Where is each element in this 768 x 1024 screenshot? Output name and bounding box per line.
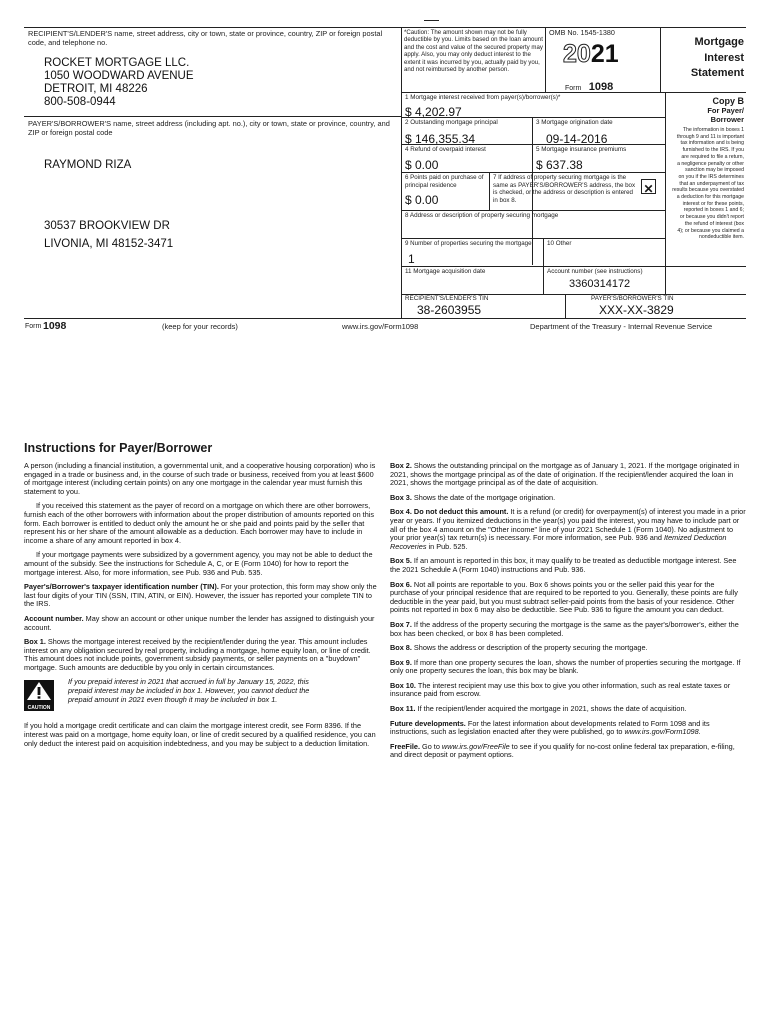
- box6-label: 6 Points paid on purchase of principal residence: [405, 174, 484, 189]
- recipient-phone: 800-508-0944: [44, 96, 116, 108]
- instr-box4-text: It is a refund (or credit) for overpayment(s) of interest you made in a prior year or years. If you itemized deductions in the year(s) you paid the interest, you may have to include part or all of the box 4 amount on the "Other income" line of your 2021 Schedule 1 (Form 1040). No adjustment to your prior year(s) tax return(s) is necessary. For more information, see Pub. 936 and: [390, 507, 746, 543]
- title-line-3: Statement: [690, 67, 744, 79]
- form-bottom-border: [24, 318, 746, 319]
- instr-fd-end: .: [698, 727, 701, 737]
- footer-form-word: Form: [25, 323, 42, 330]
- box7: [493, 174, 638, 204]
- copy-sub-1: For Payer/: [707, 106, 744, 115]
- divider-omb: [660, 27, 661, 92]
- instr-ff-end: to see if you qualify for no-cost online federal tax preparation, e-filing, and direct deposit or payment options.: [390, 741, 735, 760]
- recipient-street: 1050 WOODWARD AVENUE: [44, 70, 194, 82]
- instr-fd-lead: Future developments.: [390, 718, 466, 728]
- caution-text-1: If you prepaid interest in 2021 that accrued in full by January 15, 2022, this prepaid interest may be included in box 1. However, you cannot deduct the prepaid amount in 2021 even though it may be included in box 1.: [68, 677, 310, 704]
- divider-left: [401, 27, 402, 319]
- instr-box7-text: If the address of the property securing the mortgage is the same as the payer's/borrower's, either the box has been checked, or box 8 has been completed.: [390, 619, 739, 638]
- divider-box6-7: [489, 172, 490, 210]
- box6-value: $ 0.00: [405, 193, 439, 208]
- caution-block: [24, 678, 380, 716]
- payer-tin-label: PAYER'S/BORROWER'S TIN: [591, 295, 674, 302]
- instr-p4-lead: Payer's/Borrower's taxpayer identification number (TIN).: [24, 582, 219, 592]
- box1: [405, 94, 655, 119]
- box5-label: 5 Mortgage insurance premiums: [536, 146, 627, 153]
- top-rule: [424, 20, 439, 21]
- copy-note-line: or because you didn't report: [679, 214, 744, 221]
- divider-caution: [545, 27, 546, 92]
- divider-box9-top: [401, 238, 665, 239]
- form-number: 1098: [588, 81, 614, 93]
- instr-box8-text: Shows the address or description of the property securing the mortgage.: [411, 643, 648, 653]
- divider-box6-top: [401, 172, 665, 173]
- instr-box7: [390, 621, 746, 638]
- recipient-tin-label: RECIPIENT'S/LENDER'S TIN: [405, 295, 489, 302]
- instr-box6: [390, 581, 746, 615]
- instr-box11-text: If the recipient/lender acquired the mortgage in 2021, shows the date of acquisition.: [415, 704, 687, 714]
- payer-street: 30537 BROOKVIEW DR: [44, 220, 170, 232]
- box1-label: 1 Mortgage interest received from payer(s)/borrower(s)*: [405, 94, 561, 101]
- form-word: Form: [565, 85, 582, 92]
- recipient-tin-box: [405, 295, 563, 317]
- box1-value: $ 4,202.97: [405, 105, 462, 119]
- recipient-label: RECIPIENT'S/LENDER'S name, street address, city or town, state or province, country, ZIP or foreign postal code, and telephone no.: [28, 29, 383, 47]
- instr-future-developments: [390, 720, 746, 737]
- instr-box4-lead: Box 4. Do not deduct this amount.: [390, 507, 509, 517]
- box6: [405, 174, 487, 207]
- footer-keep: (keep for your records): [162, 322, 238, 331]
- instr-p5-text: May show an account or other unique number the lender has assigned to distinguish your account.: [24, 613, 375, 632]
- form-1098: [24, 27, 746, 332]
- instr-box10-lead: Box 10.: [390, 680, 416, 690]
- instr-box3: [390, 494, 746, 503]
- instr-ff-text: Go to: [420, 741, 442, 751]
- tax-year: [563, 40, 619, 68]
- box5-value: $ 637.38: [536, 158, 583, 172]
- caution-box: [404, 29, 544, 73]
- instr-box10: [390, 682, 746, 699]
- payer-tin-box: [569, 295, 744, 317]
- instr-box10-text: The interest recipient may use this box to give you other information, such as real estate taxes or insurance paid from escrow.: [390, 680, 731, 699]
- instr-box5-lead: Box 5.: [390, 556, 412, 566]
- box11: [405, 268, 541, 276]
- recipient-lines: [28, 57, 398, 109]
- copy-note-line: the refund of interest (box: [684, 220, 744, 227]
- instr-box9-lead: Box 9.: [390, 657, 412, 667]
- instr-box5-text: If an amount is reported in this box, it may qualify to be treated as deductible mortgage interest. See the 2021 Schedule A (Form 1040) instructions and Pub. 936.: [390, 556, 737, 574]
- instr-box2-text: Shows the outstanding principal on the mortgage as of January 1, 2021. If the mortgage originated in 2021, shows the mortgage principal as of the date of origination. If the recipient/lender acquired the loan in 2021, shows the mortgage principal as of the date of acquisition.: [390, 461, 740, 488]
- instr-box4-end: in Pub. 525.: [426, 541, 468, 551]
- copy-note-line: nondeductible item.: [699, 234, 744, 241]
- box3-label: 3 Mortgage origination date: [536, 119, 613, 126]
- footer-dept: Department of the Treasury - Internal Revenue Service: [530, 322, 713, 331]
- box7-check-mark: ✕: [643, 182, 654, 196]
- box11-label: 11 Mortgage acquisition date: [405, 268, 486, 275]
- box8: [405, 212, 660, 220]
- instr-box4: [390, 508, 746, 551]
- divider-recipient-payer: [24, 116, 401, 117]
- warning-triangle-icon: [24, 680, 54, 702]
- instr-p3: If your mortgage payments were subsidized by a government agency, you may not be able to deduct the amount of the subsidy. See the instructions for Schedule A, C, or E (Form 1040) for how to report the mortgage interest. Also, for more information, see Pub. 936 and Pub. 535.: [24, 550, 373, 577]
- box2: [405, 119, 530, 146]
- payer-city: LIVONIA, MI 48152-3471: [44, 238, 174, 250]
- form-title: [664, 35, 744, 82]
- instr-box8-lead: Box 8.: [390, 643, 412, 653]
- instr-p2: If you received this statement as the payer of record on a mortgage on which there are other borrowers, furnish each of the other borrowers with information about the proper distribution of amounts reported on this form. Each borrower is entitled to deduct only the amount he or she paid and points paid by the seller that represent his or her share of the amount allowable as a deduction. Each borrower may have to include in income a share of any amount reported in box 4.: [24, 501, 375, 545]
- box7-label: 7 If address of property securing mortgage is the same as PAYER'S/BORROWER'S address, the box is checked, or the address or description is entered in box 8.: [493, 174, 636, 204]
- box4-value: $ 0.00: [405, 158, 439, 172]
- instr-p4: [24, 583, 380, 609]
- instr-box3-text: Shows the date of the mortgage origination.: [411, 492, 556, 502]
- box3: [536, 119, 662, 146]
- box5: [536, 146, 662, 172]
- caution-icon: [24, 680, 54, 711]
- instr-box2-lead: Box 2.: [390, 461, 412, 470]
- box10-label: 10 Other: [547, 240, 572, 247]
- instr-p6: [24, 638, 380, 672]
- divider-tins: [565, 294, 566, 319]
- instr-box7-lead: Box 7.: [390, 619, 412, 629]
- copy-note-line: The information in boxes 1: [682, 127, 744, 133]
- title-line-1: Mortgage: [694, 36, 744, 48]
- divider-copy: [665, 92, 666, 294]
- instructions-heading: Instructions for Payer/Borrower: [24, 441, 213, 455]
- account-value: 3360314172: [569, 278, 631, 290]
- instr-p1: A person (including a financial institution, a governmental unit, and a cooperative housing corporation) who is engaged in a trade or business and, in the course of such trade or business, received from you at least $600 of mortgage interest (including certain points) on any one mortgage in the calendar year must furnish this statement to you.: [24, 461, 376, 496]
- year-prefix: 20: [563, 40, 591, 68]
- omb-number: OMB No. 1545-1380: [549, 28, 615, 37]
- footer-url: www.irs.gov/Form1098: [342, 322, 419, 331]
- instr-box2: [390, 462, 746, 488]
- copy-note-line: that an underpayment of tax: [679, 180, 744, 187]
- copy-note-line: 4); or because you claimed a: [677, 227, 744, 234]
- copy-note-line: reported in boxes 1 and 6;: [683, 207, 744, 214]
- instr-p7: If you hold a mortgage credit certificate and can claim the mortgage interest credit, see Form 8396. If the interest was paid on a mortgage, home equity loan, or line of credit secured by a qualified residence, you can only deduct the interest paid on acquisition indebtedness, and you may be subject to a deduction limitation.: [24, 721, 376, 748]
- copy-note-line: sanction may be imposed: [685, 167, 744, 174]
- instr-fd-text: For the latest information about developments related to Form 1098 and its instructions, such as legislation enacted after they were published, go to: [390, 718, 710, 737]
- copy-note-line: a deduction for this mortgage: [676, 194, 744, 201]
- box9-label: 9 Number of properties securing the mortgage: [405, 240, 532, 247]
- box2-value: $ 146,355.34: [405, 132, 476, 146]
- instr-p6-lead: Box 1.: [24, 637, 46, 647]
- omb-year-box: [549, 29, 659, 91]
- payer-block: [28, 119, 398, 251]
- instr-box8: [390, 644, 746, 653]
- account-box: [547, 268, 742, 291]
- divider-box11-account: [543, 266, 544, 294]
- instr-box6-lead: Box 6.: [390, 579, 412, 589]
- copy-title: Copy B: [712, 96, 744, 106]
- instr-ff-lead: FreeFile.: [390, 741, 421, 751]
- title-line-2: Interest: [704, 51, 744, 64]
- instr-box4-italic: Itemized Deduction Recoveries: [390, 533, 727, 551]
- copy-b-panel: [668, 96, 744, 241]
- box9: [405, 240, 541, 266]
- instr-p6-text: Shows the mortgage interest received by the recipient/lender during the year. This amount includes interest on any obligation secured by real property, including a mortgage, home equity loan, or line of credit. This amount does not include points, government subsidy payments, or seller payments on a "buydown" mortgage. Such amounts are deductible by you only in certain circumstances.: [24, 637, 371, 672]
- recipient-name: ROCKET MORTGAGE LLC.: [44, 57, 190, 69]
- instr-box6-text: Not all points are reportable to you. Box 6 shows points you or the seller paid this year for the purchase of your principal residence that are required to be reported to you. Generally, these points are fully deductible in the year paid, but you must subtract seller-paid points from the basis of your residence. Other points not reported in box 6 may also be deductible. See Pub. 936 to figure the amount you can deduct.: [390, 579, 738, 615]
- instr-box11: [390, 705, 746, 714]
- instr-p5-lead: Account number.: [24, 613, 84, 623]
- payer-label: PAYER'S/BORROWER'S name, street address (including apt. no.), city or town, state or province, country, and ZIP or foreign postal code: [28, 119, 390, 137]
- payer-tin-value: XXX-XX-3829: [599, 303, 674, 317]
- divider-box11-top: [401, 266, 746, 267]
- caution-text: *Caution: The amount shown may not be fully deductible by you. Limits based on the loan amount and the cost and value of the secured property may apply. Also, you may only deduct interest to the extent it was incurred by you, actually paid by you, and not reimbursed by another person.: [404, 29, 543, 74]
- instr-box3-lead: Box 3.: [390, 492, 412, 502]
- divider-box9-10: [543, 238, 544, 266]
- box3-value: 09-14-2016: [546, 132, 608, 146]
- instr-box5: [390, 557, 746, 574]
- instr-box11-lead: Box 11.: [390, 704, 416, 714]
- recipient-city: DETROIT, MI 48226: [44, 83, 148, 95]
- box4-label: 4 Refund of overpaid interest: [405, 146, 486, 153]
- divider-box8-top: [401, 210, 665, 211]
- caution-word: CAUTION: [27, 705, 51, 712]
- form-footer: [24, 321, 746, 333]
- divider-box4-top: [401, 144, 665, 145]
- copy-note-line: interest or for these points,: [682, 200, 744, 207]
- copy-note: [668, 127, 744, 241]
- copy-note-line: a negligence penalty or other: [677, 160, 744, 167]
- divider-box2-top: [401, 117, 665, 118]
- copy-note-line: on you if the IRS determines: [678, 173, 744, 180]
- payer-name: RAYMOND RIZA: [44, 159, 132, 171]
- copy-note-line: tax information and is being: [680, 140, 744, 147]
- footer-form-number: 1098: [43, 320, 67, 332]
- instructions-right: [390, 462, 746, 766]
- box10: [547, 240, 662, 248]
- copy-note-line: through 9 and 11 is important: [676, 133, 744, 140]
- year-suffix: 21: [590, 40, 619, 68]
- instr-box9-text: If more than one property secures the loan, shows the number of properties securing the mortgage. If only one property secures the loan, this box may be blank.: [390, 657, 741, 676]
- recipient-block: [28, 29, 398, 109]
- instr-p5: [24, 615, 380, 632]
- copy-note-line: results because you overstated: [672, 187, 744, 194]
- box2-label: 2 Outstanding mortgage principal: [405, 119, 498, 126]
- box8-label: 8 Address or description of property securing mortgage: [405, 212, 559, 219]
- instr-freefile: [390, 743, 746, 760]
- form-top-border: [24, 27, 746, 28]
- instr-box9: [390, 659, 746, 676]
- account-label: Account number (see instructions): [547, 268, 643, 275]
- box9-value: 1: [408, 252, 415, 266]
- copy-note-line: are required to file a return,: [681, 153, 744, 160]
- instr-p4-text: For your protection, this form may show only the last four digits of your TIN (SSN, ITIN, ATIN, or EIN). However, the issuer has reported your complete TIN to the IRS.: [24, 582, 377, 609]
- recipient-tin-value: 38-2603955: [417, 303, 482, 317]
- box7-checkbox[interactable]: [641, 179, 656, 194]
- instr-fd-link[interactable]: www.irs.gov/Form1098: [624, 727, 699, 737]
- instructions-left: [24, 462, 380, 754]
- box4: [405, 146, 530, 172]
- copy-sub-2: Borrower: [710, 115, 744, 124]
- instr-ff-link[interactable]: www.irs.gov/FreeFile: [441, 741, 510, 751]
- divider-box1-top: [401, 92, 746, 93]
- copy-note-line: furnished to the IRS. If you: [682, 147, 744, 154]
